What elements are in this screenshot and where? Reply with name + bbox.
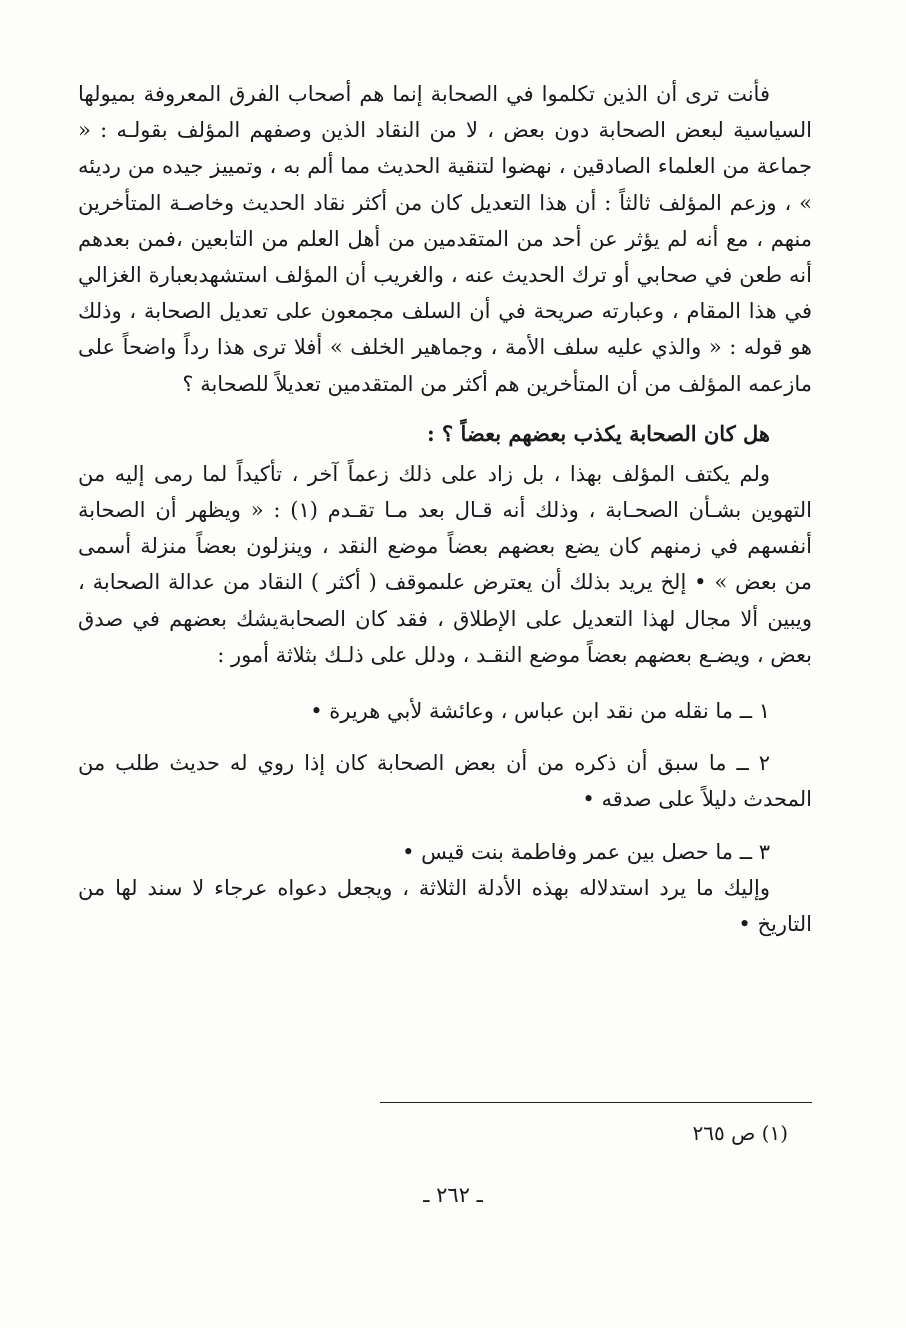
footnote-divider — [380, 1102, 812, 1103]
page-number: ـ ٢٦٢ ـ — [423, 1183, 483, 1207]
list-item-3: ٣ ــ ما حصل بين عمر وفاطمة بنت قيس • — [402, 839, 770, 864]
paragraph-2: ولم يكتف المؤلف بهذا ، بل زاد على ذلك زعماً آخر ، تأكيداً لما رمى إليه من التهوين بشـأن الصحـابة ، وذلك أنه قـال بعد مـا تقـدم (١) : « ويظهر أن الصحابة أنفسهم في زمنهم كان يضع بعضهم بعضاً موضع النقد ، وينزلون بعضاً منزلة أسمى من بعض » • إلخ يريد بذلك أن يعترض علىموقف ( أكثر ) النقاد من عدالة الصحابة ، ويبين ألا مجال لهذا التعديل على الإطلاق ، فقد كان الصحابةيشك بعضهم في صدق بعض ، ويضـع بعضهم بعضاً موضع النقـد ، ودلل على ذلـك بثلاثة أمور : — [78, 461, 812, 667]
section-heading: هل كان الصحابة يكذب بعضهم بعضاً ؟ : — [426, 420, 770, 446]
footnote: (١) ص ٢٦٥ — [692, 1121, 788, 1145]
list-item-2: ٢ ــ ما سبق أن ذكره من أن بعض الصحابة كان إذا روي له حديث طلب من المحدث دليلاً على صدقه • — [78, 751, 812, 812]
page-body — [78, 76, 812, 942]
paragraph-3: وإليك ما يرد استدلاله بهذه الأدلة الثلاثة ، ويجعل دعواه عرجاء لا سند لها من التاريخ • — [78, 875, 812, 937]
list-item-1: ١ ــ ما نقله من نقد ابن عباس ، وعائشة لأبي هريرة • — [310, 699, 770, 724]
paragraph-1: فأنت ترى أن الذين تكلموا في الصحابة إنما هم أصحاب الفرق المعروفة بميولها السياسية لبعض الصحابة دون بعض ، لا من النقاد الذين وصفهم المؤلف بقولـه : « جماعة من العلماء الصادقين ، نهضوا لتنقية الحديث مما ألم به ، وتمييز جيده من رديئه » ، وزعم المؤلف ثالثاً : أن هذا التعديل كان من أكثر نقاد الحديث وخاصـة المتأخرين منهم ، مع أنه لم يؤثر عن أحد من المتقدمين من أهل العلم من التابعين ،فمن بعدهم أنه طعن في صحابي أو ترك الحديث عنه ، والغريب أن المؤلف استشهدبعبارة الغزالي في هذا المقام ، وعبارته صريحة في أن السلف مجمعون على تعديل الصحابة ، وذلك هو قوله : « والذي عليه سلف الأمة ، وجماهير الخلف » أفلا ترى هذا رداً واضحاً على مازعمه المؤلف من أن المتأخرين هم أكثر من المتقدمين تعديلاً للصحابة ؟ — [78, 82, 812, 396]
